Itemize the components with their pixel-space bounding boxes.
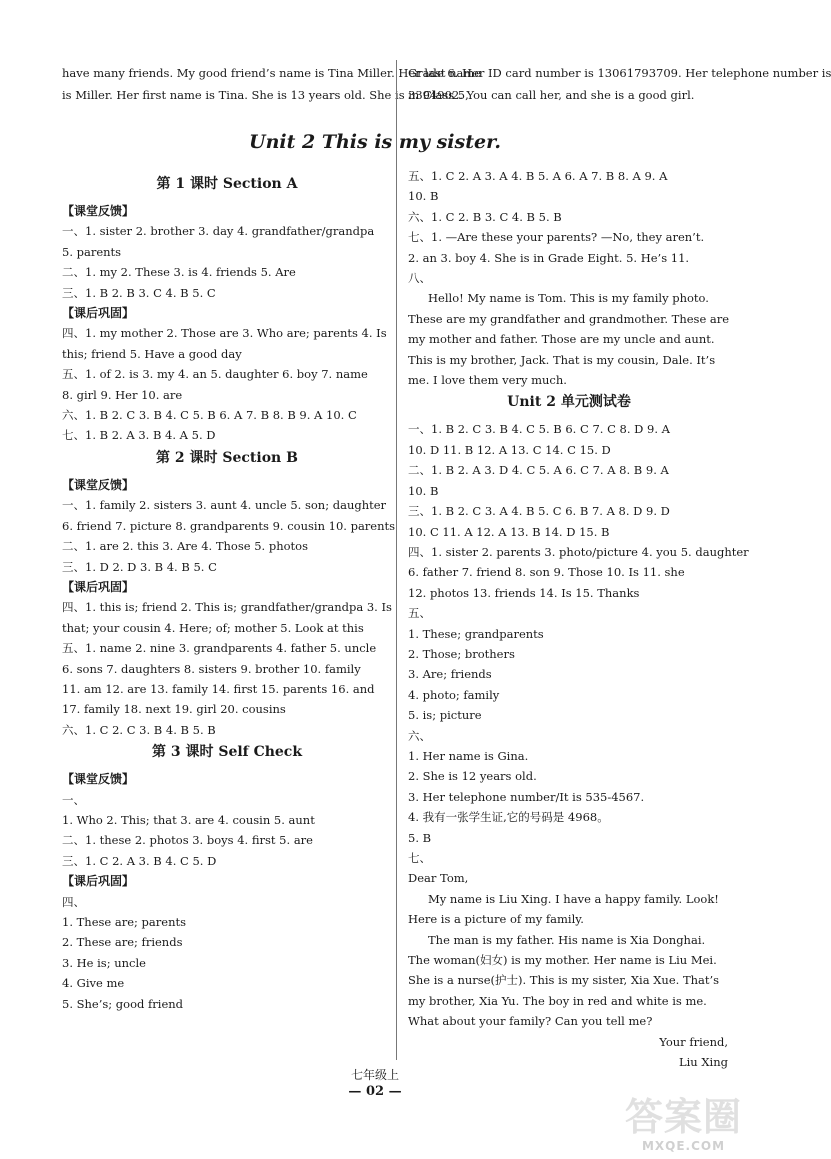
text-line: 3394902. You can call her, and she is a good girl. [408,88,695,102]
signature-line: Your friend, [659,1034,728,1049]
answer-line: 6. father 7. friend 8. son 9. Those 10. Is 11. she [408,565,685,580]
answer-line: 5. She’s; good friend [62,996,184,1011]
answer-line: 2. She is 12 years old. [408,769,537,784]
unit-title: Unit 2 This is my sister. [249,131,501,153]
answer-line: 三、1. B 2. C 3. A 4. B 5. C 6. B 7. A 8. D 9. D [408,504,670,519]
answer-line: 二、1. my 2. These 3. is 4. friends 5. Are [62,265,296,280]
answer-line: 1. These; grandparents [408,626,544,641]
section-title: 第 2 课时 Section B [156,449,298,466]
grade-label: 七年级上 [350,1068,399,1082]
answer-line: 六、1. B 2. C 3. B 4. C 5. B 6. A 7. B 8. B 9. A 10. C [62,408,357,423]
answer-line: 2. Those; brothers [408,646,515,661]
answer-line: 6. sons 7. daughters 8. sisters 9. brother 10. family [62,661,361,676]
answer-line: 17. family 18. next 19. girl 20. cousins [62,702,286,717]
section-label: 【课后巩固】 [62,874,135,889]
answer-line: 五、1. C 2. A 3. A 4. B 5. A 6. A 7. B 8. A 9. A [408,169,668,183]
answer-line: 3. Her telephone number/It is 535-4567. [408,789,645,804]
watermark-url: MXQE.COM [641,1139,726,1153]
answer-line: 四、1. sister 2. parents 3. photo/picture 4. you 5. daughter [408,544,749,559]
answer-line: 七、1. B 2. A 3. B 4. A 5. D [62,428,216,443]
answer-line: 七、 [408,851,431,865]
answer-line: 七、1. —Are these your parents? —No, they aren’t. [408,230,705,245]
answer-line: 四、 [62,894,85,909]
section-label: 【课堂反馈】 [62,772,135,787]
signature-line: Liu Xing [678,1055,728,1070]
answer-line: 1. These are; parents [62,915,187,929]
answer-line: 三、1. B 2. B 3. C 4. B 5. C [62,285,216,300]
section-title: Unit 2 单元测试卷 [507,394,631,411]
answer-line: 5. B [408,830,432,845]
answer-line: 一、1. family 2. sisters 3. aunt 4. uncle 5. son; daughter [62,498,387,513]
answer-paragraph: Hello! My name is Tom. This is my family photo. These are my grandfather and grandmother. These are my mother and father. Those are my uncle and aunt. This is my brother, Jack. That is my cousin, Dale. It’s me. I love them very much. [408,291,730,388]
answer-line: 六、1. C 2. C 3. B 4. B 5. B [62,722,216,737]
answer-line: 10. C 11. A 12. A 13. B 14. D 15. B [408,524,610,539]
answer-line: 10. B [408,189,439,204]
answer-line: 4. Give me [62,976,125,991]
page-number: — 02 — [348,1084,402,1099]
answer-line: 六、1. C 2. B 3. C 4. B 5. B [408,209,562,224]
text-line: Grade 6. Her ID card number is 13061793709. Her telephone number is [408,66,831,80]
answer-line: 3. He is; uncle [62,955,146,970]
answer-paragraph: My name is Liu Xing. I have a happy family. Look! Here is a picture of my family. [408,891,719,927]
section-label: 【课后巩固】 [62,306,135,321]
answer-line: 6. friend 7. picture 8. grandparents 9. cousin 10. parents [62,518,396,533]
answer-line: Dear Tom, [408,871,469,886]
answer-line: 二、1. these 2. photos 3. boys 4. first 5. are [62,833,313,848]
answer-line: 11. am 12. are 13. family 14. first 15. parents 16. and [62,681,375,696]
answer-line: 六、 [408,728,431,743]
text-line: have many friends. My good friend’s name is Tina Miller. Her last name [62,66,482,80]
answer-line: 1. Her name is Gina. [408,748,529,763]
answer-line: this; friend 5. Have a good day [62,346,242,361]
continued-text-right [408,62,831,106]
answer-line: 三、1. C 2. A 3. B 4. C 5. D [62,853,217,868]
answer-line: 四、1. my mother 2. Those are 3. Who are; parents 4. Is [62,326,387,341]
answer-line: 二、1. B 2. A 3. D 4. C 5. A 6. C 7. A 8. B 9. A [408,463,669,478]
answer-line: 五、 [408,606,431,621]
watermark-text: 答案圈 [624,1095,742,1139]
answer-line: 二、1. are 2. this 3. Are 4. Those 5. photos [62,539,308,554]
answer-line: 五、1. name 2. nine 3. grandparents 4. father 5. uncle [62,641,377,656]
answer-line: 四、1. this is; friend 2. This is; grandfather/grandpa 3. Is [62,600,392,615]
section-label: 【课后巩固】 [62,579,135,594]
answer-line: 10. B [408,483,439,498]
answer-line: 3. Are; friends [408,667,492,682]
answer-line: 4. photo; family [408,687,500,702]
section-label: 【课堂反馈】 [62,204,135,218]
answer-line: 五、1. of 2. is 3. my 4. an 5. daughter 6. boy 7. name [62,367,368,382]
answer-line: 一、 [62,792,85,807]
section-title: 第 1 课时 Section A [156,176,298,192]
watermark-logo [625,1095,742,1153]
answer-line: 1. Who 2. This; that 3. are 4. cousin 5. aunt [62,812,315,827]
section-title: 第 3 课时 Self Check [151,744,303,761]
text-line: is Miller. Her first name is Tina. She is 13 years old. She is in Class 5, [62,88,469,102]
answer-line: 八、 [408,271,431,286]
answer-line: 4. 我有一张学生证,它的号码是 4968。 [408,810,609,825]
right-column [408,166,749,1072]
answer-line: 一、1. sister 2. brother 3. day 4. grandfather/grandpa [62,224,375,239]
answer-line: 10. D 11. B 12. A 13. C 14. C 15. D [408,442,611,457]
answer-line: 8. girl 9. Her 10. are [62,387,183,402]
answer-line: 12. photos 13. friends 14. Is 15. Thanks [408,585,640,600]
section-label: 【课堂反馈】 [62,477,135,492]
answer-line: 三、1. D 2. D 3. B 4. B 5. C [62,559,217,574]
answer-line: 一、1. B 2. C 3. B 4. C 5. B 6. C 7. C 8. D 9. A [408,422,670,437]
answer-line: 5. is; picture [408,708,482,723]
answer-line: that; your cousin 4. Here; of; mother 5. Look at this [62,620,364,635]
column-divider [396,60,397,1060]
continued-text-left [62,62,482,106]
answer-paragraph: The man is my father. His name is Xia Donghai. The woman(妇女) is my mother. Her name is Liu Mei. She is a nurse(护士). This is my sister, Xia Xue. That’s my brother, Xia Yu. The boy in red and white is me. What about your family? Can you tell me? [408,932,720,1029]
answer-line: 2. an 3. boy 4. She is in Grade Eight. 5. He’s 11. [408,250,690,265]
left-column [62,172,396,1014]
answer-line: 5. parents [62,244,122,259]
answer-line: 2. These are; friends [62,935,183,950]
